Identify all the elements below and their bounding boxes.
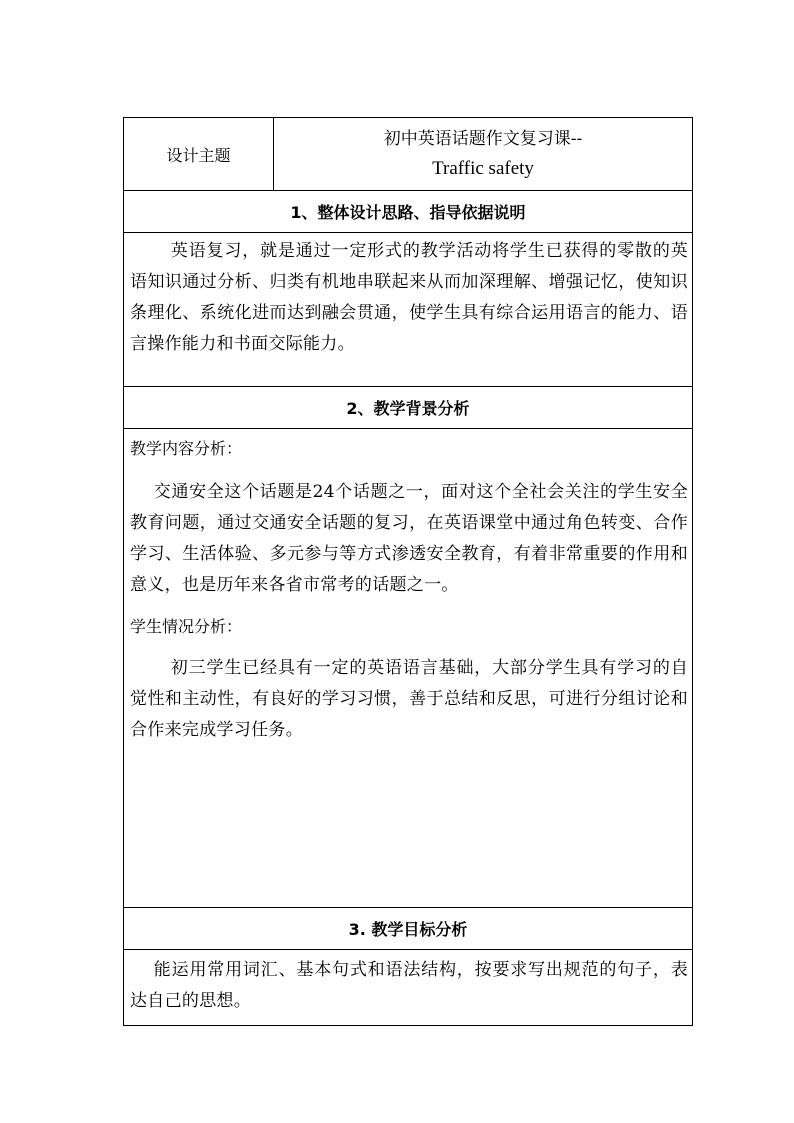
theme-row bbox=[124, 118, 693, 191]
section2-header: 2、教学背景分析 bbox=[124, 387, 693, 429]
content-analysis-label: 教学内容分析： bbox=[130, 439, 243, 458]
section1-body-row bbox=[124, 233, 693, 387]
theme-label: 设计主题 bbox=[124, 118, 274, 191]
section3-body-row bbox=[124, 950, 693, 1026]
section2-body bbox=[124, 429, 693, 908]
theme-title-line2: Traffic safety bbox=[432, 158, 534, 179]
section1-body bbox=[124, 233, 693, 387]
student-analysis-label: 学生情况分析： bbox=[130, 617, 243, 636]
lesson-design-table bbox=[123, 117, 693, 1026]
section3-header-row bbox=[124, 908, 693, 950]
section1-header-row bbox=[124, 191, 693, 233]
section3-paragraph: 能运用常用词汇、基本句式和语法结构，按要求写出规范的句子，表达自己的思想。 bbox=[130, 960, 688, 1011]
section1-paragraph: 英语复习，就是通过一定形式的教学活动将学生已获得的零散的英语知识通过分析、归类有机地串联起来从而加深理解、增强记忆，使知识条理化、系统化进而达到融会贯通，使学生具有综合运用语言的能力、语言操作能力和书面交际能力。 bbox=[130, 241, 688, 354]
section2-header-row bbox=[124, 387, 693, 429]
theme-title-line1: 初中英语话题作文复习课-- bbox=[383, 129, 583, 149]
section1-header: 1、整体设计思路、指导依据说明 bbox=[124, 191, 693, 233]
section3-body bbox=[124, 950, 693, 1026]
content-analysis-paragraph: 交通安全这个话题是24个话题之一，面对这个全社会关注的学生安全教育问题，通过交通安全话题的复习，在英语课堂中通过角色转变、合作学习、生活体验、多元参与等方式渗透安全教育，有着非常重要的作用和意义，也是历年来各省市常考的话题之一。 bbox=[130, 482, 688, 595]
section2-body-row bbox=[124, 429, 693, 908]
theme-title bbox=[274, 118, 693, 191]
student-analysis-paragraph: 初三学生已经具有一定的英语语言基础，大部分学生具有学习的自觉性和主动性，有良好的学习习惯，善于总结和反思，可进行分组讨论和合作来完成学习任务。 bbox=[130, 658, 688, 740]
section3-header: 3. 教学目标分析 bbox=[124, 908, 693, 950]
